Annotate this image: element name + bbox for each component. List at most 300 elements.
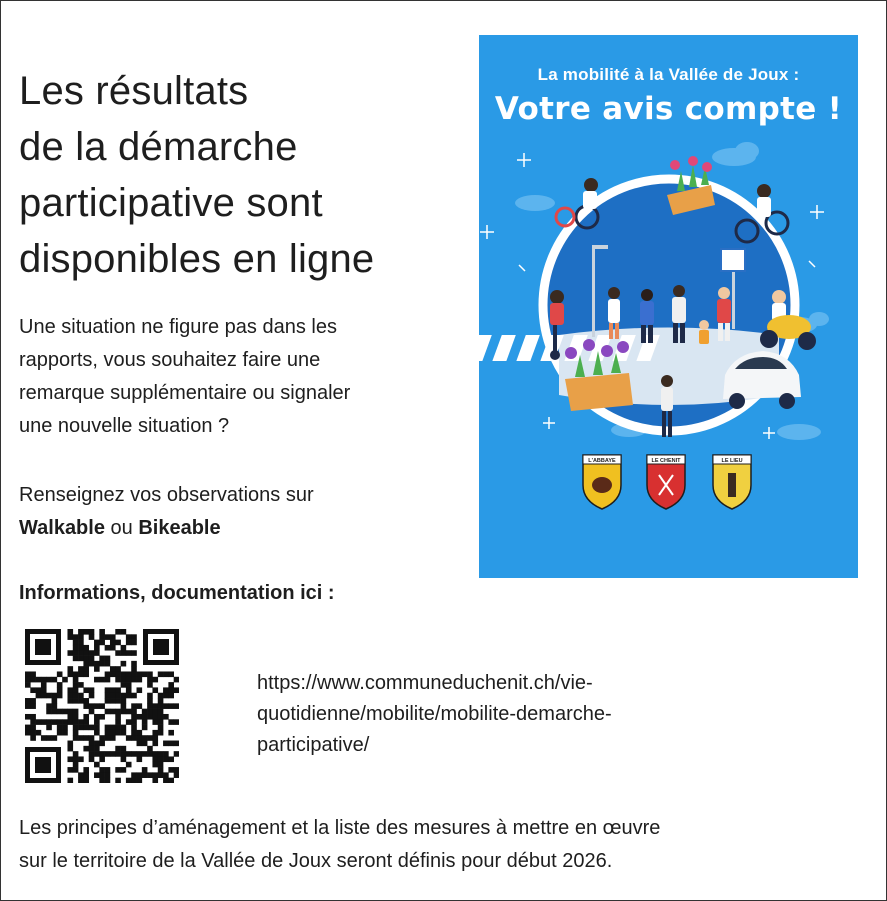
qr-module — [94, 650, 100, 656]
qr-module — [73, 719, 79, 725]
qr-module — [115, 714, 121, 720]
qr-module — [25, 730, 31, 736]
qr-module — [110, 709, 116, 715]
qr-module — [67, 709, 73, 715]
qr-module — [105, 645, 111, 651]
qr-module — [52, 677, 58, 683]
qr-module — [158, 719, 164, 725]
crest-label: L'ABBAYE — [588, 458, 616, 464]
qr-module — [110, 730, 116, 736]
qr-module — [147, 709, 153, 715]
qr-module — [158, 767, 164, 773]
qr-module — [152, 703, 158, 709]
qr-module — [110, 634, 116, 640]
qr-module — [78, 735, 84, 741]
qr-module — [147, 682, 153, 688]
qr-module — [25, 698, 31, 704]
intro-paragraph — [19, 311, 459, 443]
qr-module — [94, 640, 100, 646]
qr-module — [131, 709, 137, 715]
qr-module — [99, 772, 105, 778]
qr-module — [131, 751, 137, 757]
qr-module — [163, 751, 169, 757]
qr-module — [99, 714, 105, 720]
qr-module — [137, 741, 143, 747]
qr-module — [73, 687, 79, 693]
footer-line: Les principes d’aménagement et la liste des mesures à mettre en œuvre — [19, 817, 661, 839]
intro-line: Une situation ne figure pas dans les — [19, 316, 337, 338]
qr-module — [73, 645, 79, 651]
qr-module — [73, 634, 79, 640]
qr-module — [168, 671, 174, 677]
qr-module — [152, 709, 158, 715]
qr-module — [152, 719, 158, 725]
qr-module — [99, 656, 105, 662]
qr-module — [121, 709, 127, 715]
qr-module — [121, 730, 127, 736]
qr-module — [57, 709, 63, 715]
qr-module — [126, 677, 132, 683]
qr-module — [142, 741, 148, 747]
crest-label: LE LIEU — [721, 458, 743, 464]
qr-module — [52, 703, 58, 709]
qr-module — [142, 709, 148, 715]
title-line: disponibles en ligne — [19, 237, 375, 281]
qr-module — [174, 719, 179, 725]
crest-label: LE CHENIT — [651, 458, 681, 464]
qr-module — [131, 666, 137, 672]
qr-module — [115, 725, 121, 731]
qr-module — [163, 687, 169, 693]
qr-module — [115, 751, 121, 757]
qr-module — [46, 693, 52, 699]
poster-headline: Votre avis compte ! — [494, 91, 843, 127]
qr-module — [126, 762, 132, 768]
qr-module — [137, 687, 143, 693]
qr-module — [78, 698, 84, 704]
qr-module — [121, 746, 127, 752]
qr-module — [46, 735, 52, 741]
qr-module — [137, 778, 143, 783]
qr-module — [83, 767, 89, 773]
qr-module — [83, 778, 89, 783]
qr-module — [158, 709, 164, 715]
qr-module — [121, 703, 127, 709]
qr-module — [152, 778, 158, 783]
qr-module — [152, 735, 158, 741]
qr-module — [36, 693, 42, 699]
qr-module — [78, 719, 84, 725]
qr-module — [83, 645, 89, 651]
qr-module — [131, 693, 137, 699]
qr-module — [126, 778, 132, 783]
qr-module — [115, 746, 121, 752]
qr-module — [67, 778, 73, 783]
qr-module — [105, 778, 111, 783]
qr-module — [131, 661, 137, 667]
qr-module — [57, 693, 63, 699]
qr-module — [83, 746, 89, 752]
qr-module — [152, 677, 158, 683]
qr-module — [168, 730, 174, 736]
qr-module — [83, 629, 89, 635]
qr-module — [147, 703, 153, 709]
qr-module — [131, 640, 137, 646]
qr-module — [131, 703, 137, 709]
qr-module — [25, 671, 31, 677]
walkable-link[interactable]: Walkable — [19, 517, 105, 539]
qr-module — [99, 735, 105, 741]
title-line: participative sont — [19, 181, 323, 225]
info-label: Informations, documentation ici : — [19, 582, 335, 604]
qr-module — [115, 629, 121, 635]
qr-module — [126, 640, 132, 646]
qr-module — [83, 661, 89, 667]
qr-module — [41, 735, 47, 741]
qr-module — [163, 741, 169, 747]
campaign-poster — [479, 35, 858, 578]
qr-module — [30, 677, 36, 683]
qr-module — [78, 634, 84, 640]
qr-module — [174, 703, 179, 709]
qr-module — [158, 730, 164, 736]
qr-module — [89, 703, 95, 709]
qr-module — [105, 698, 111, 704]
url-line: https://www.communeduchenit.ch/vie- — [257, 672, 593, 694]
qr-module — [30, 725, 36, 731]
qr-module — [115, 767, 121, 773]
qr-module — [168, 693, 174, 699]
qr-module — [105, 677, 111, 683]
qr-module — [142, 767, 148, 773]
qr-module — [89, 751, 95, 757]
qr-code[interactable] — [25, 629, 179, 783]
qr-module — [163, 693, 169, 699]
qr-module — [94, 741, 100, 747]
qr-module — [30, 719, 36, 725]
qr-module — [105, 671, 111, 677]
qr-module — [46, 703, 52, 709]
qr-module — [89, 661, 95, 667]
qr-module — [174, 767, 179, 773]
qr-module — [94, 703, 100, 709]
qr-module — [158, 714, 164, 720]
qr-module — [105, 661, 111, 667]
qr-module — [137, 714, 143, 720]
qr-module — [78, 693, 84, 699]
qr-module — [99, 756, 105, 762]
qr-module — [52, 698, 58, 704]
qr-module — [67, 714, 73, 720]
qr-module — [152, 714, 158, 720]
qr-module — [121, 693, 127, 699]
qr-module — [36, 719, 42, 725]
qr-module — [131, 725, 137, 731]
qr-module — [41, 693, 47, 699]
qr-module — [67, 671, 73, 677]
qr-module — [147, 772, 153, 778]
qr-module — [168, 687, 174, 693]
qr-module — [142, 719, 148, 725]
qr-module — [57, 687, 63, 693]
qr-module — [30, 671, 36, 677]
qr-module — [131, 735, 137, 741]
qr-module — [94, 751, 100, 757]
qr-module — [121, 671, 127, 677]
qr-module — [94, 666, 100, 672]
qr-module — [105, 751, 111, 757]
qr-module — [30, 735, 36, 741]
qr-module — [41, 682, 47, 688]
intro-line: rapports, vous souhaitez faire une — [19, 349, 321, 371]
qr-module — [137, 671, 143, 677]
qr-module — [67, 746, 73, 752]
qr-module — [94, 677, 100, 683]
observations-prefix: Renseignez vos observations sur — [19, 484, 314, 506]
qr-module — [73, 714, 79, 720]
qr-module — [94, 661, 100, 667]
qr-module — [115, 677, 121, 683]
qr-module — [78, 725, 84, 731]
qr-module — [83, 714, 89, 720]
qr-module — [78, 682, 84, 688]
qr-module — [147, 751, 153, 757]
qr-module — [163, 778, 169, 783]
qr-module — [83, 671, 89, 677]
qr-module — [168, 703, 174, 709]
qr-module — [89, 725, 95, 731]
qr-module — [121, 682, 127, 688]
qr-module — [115, 666, 121, 672]
qr-module — [142, 714, 148, 720]
qr-module — [94, 645, 100, 651]
qr-module — [62, 730, 68, 736]
qr-module — [147, 746, 153, 752]
qr-module — [52, 735, 58, 741]
qr-module — [89, 656, 95, 662]
qr-module — [36, 687, 42, 693]
qr-module — [99, 767, 105, 773]
qr-module — [158, 671, 164, 677]
qr-module — [99, 778, 105, 783]
qr-module — [158, 762, 164, 768]
qr-module — [115, 687, 121, 693]
qr-module — [131, 650, 137, 656]
qr-module — [126, 719, 132, 725]
qr-module — [126, 682, 132, 688]
qr-module — [115, 778, 121, 783]
qr-module — [99, 677, 105, 683]
qr-module — [83, 719, 89, 725]
qr-module — [78, 629, 84, 635]
qr-module — [78, 778, 84, 783]
qr-module — [137, 735, 143, 741]
qr-module — [105, 725, 111, 731]
observations-tools — [19, 512, 459, 545]
qr-module — [99, 640, 105, 646]
qr-module — [30, 703, 36, 709]
qr-module — [36, 677, 42, 683]
qr-module — [168, 778, 174, 783]
qr-module — [78, 645, 84, 651]
qr-module — [30, 714, 36, 720]
qr-module — [30, 698, 36, 704]
qr-module — [41, 719, 47, 725]
qr-module — [152, 687, 158, 693]
qr-module — [126, 671, 132, 677]
qr-module — [115, 730, 121, 736]
qr-module — [105, 634, 111, 640]
qr-module — [126, 687, 132, 693]
qr-module — [147, 714, 153, 720]
footer-paragraph — [19, 812, 879, 878]
qr-module — [115, 650, 121, 656]
observations-paragraph — [19, 479, 459, 545]
qr-module — [89, 650, 95, 656]
qr-module — [115, 640, 121, 646]
qr-module — [152, 741, 158, 747]
qr-module — [46, 677, 52, 683]
qr-module — [25, 714, 31, 720]
qr-module — [94, 772, 100, 778]
qr-module — [57, 682, 63, 688]
documentation-url[interactable] — [257, 668, 777, 761]
qr-module — [89, 634, 95, 640]
qr-module — [110, 671, 116, 677]
qr-module — [83, 666, 89, 672]
qr-module — [158, 756, 164, 762]
qr-module — [142, 725, 148, 731]
qr-module — [73, 693, 79, 699]
qr-module — [174, 751, 179, 757]
qr-module — [46, 725, 52, 731]
qr-module — [142, 735, 148, 741]
qr-module — [73, 671, 79, 677]
qr-module — [73, 709, 79, 715]
qr-module — [163, 756, 169, 762]
qr-module — [168, 719, 174, 725]
qr-module — [158, 725, 164, 731]
qr-module — [99, 629, 105, 635]
qr-module — [89, 756, 95, 762]
qr-module — [73, 756, 79, 762]
qr-module — [131, 671, 137, 677]
qr-module — [147, 693, 153, 699]
qr-module — [99, 751, 105, 757]
qr-module — [137, 703, 143, 709]
qr-module — [52, 719, 58, 725]
qr-module — [110, 687, 116, 693]
qr-module — [83, 735, 89, 741]
qr-module — [137, 772, 143, 778]
qr-module — [131, 714, 137, 720]
qr-module — [73, 640, 79, 646]
qr-module — [89, 629, 95, 635]
qr-module — [73, 735, 79, 741]
qr-module — [121, 661, 127, 667]
qr-module — [78, 756, 84, 762]
qr-module — [121, 698, 127, 704]
qr-module — [110, 751, 116, 757]
qr-module — [83, 687, 89, 693]
qr-module — [131, 719, 137, 725]
qr-module — [147, 671, 153, 677]
qr-module — [83, 725, 89, 731]
qr-module — [25, 682, 31, 688]
qr-module — [147, 735, 153, 741]
qr-module — [73, 650, 79, 656]
qr-module — [158, 698, 164, 704]
qr-module — [89, 693, 95, 699]
qr-module — [163, 703, 169, 709]
qr-module — [52, 709, 58, 715]
qr-module — [142, 671, 148, 677]
qr-module — [73, 698, 79, 704]
qr-module — [115, 671, 121, 677]
qr-module — [168, 767, 174, 773]
qr-module — [67, 629, 73, 635]
qr-module — [57, 730, 63, 736]
qr-module — [126, 634, 132, 640]
qr-module — [78, 640, 84, 646]
qr-module — [67, 687, 73, 693]
qr-module — [78, 666, 84, 672]
qr-module — [121, 725, 127, 731]
qr-module — [73, 751, 79, 757]
qr-module — [174, 677, 179, 683]
qr-module — [83, 703, 89, 709]
qr-module — [137, 730, 143, 736]
title-line: de la démarche — [19, 125, 298, 169]
qr-module — [121, 677, 127, 683]
qr-module — [67, 767, 73, 773]
qr-module — [121, 650, 127, 656]
qr-module — [25, 703, 31, 709]
qr-module — [105, 656, 111, 662]
qr-module — [67, 666, 73, 672]
page-title — [19, 63, 469, 287]
qr-module — [115, 698, 121, 704]
qr-module — [57, 725, 63, 731]
qr-module — [158, 693, 164, 699]
qr-module — [78, 772, 84, 778]
qr-module — [99, 661, 105, 667]
qr-module — [168, 682, 174, 688]
qr-module — [57, 671, 63, 677]
qr-module — [115, 693, 121, 699]
qr-module — [126, 735, 132, 741]
qr-module — [121, 629, 127, 635]
qr-module — [89, 735, 95, 741]
qr-module — [36, 730, 42, 736]
qr-module — [94, 746, 100, 752]
qr-module — [137, 751, 143, 757]
qr-module — [168, 741, 174, 747]
qr-module — [73, 762, 79, 768]
qr-module — [168, 756, 174, 762]
intro-line: une nouvelle situation ? — [19, 415, 230, 437]
qr-module — [115, 709, 121, 715]
bikeable-link[interactable]: Bikeable — [138, 517, 221, 539]
qr-module — [46, 709, 52, 715]
qr-module — [110, 640, 116, 646]
qr-module — [105, 772, 111, 778]
title-line: Les résultats — [19, 69, 249, 113]
qr-module — [83, 698, 89, 704]
qr-module — [174, 741, 179, 747]
qr-module — [131, 677, 137, 683]
qr-module — [89, 741, 95, 747]
